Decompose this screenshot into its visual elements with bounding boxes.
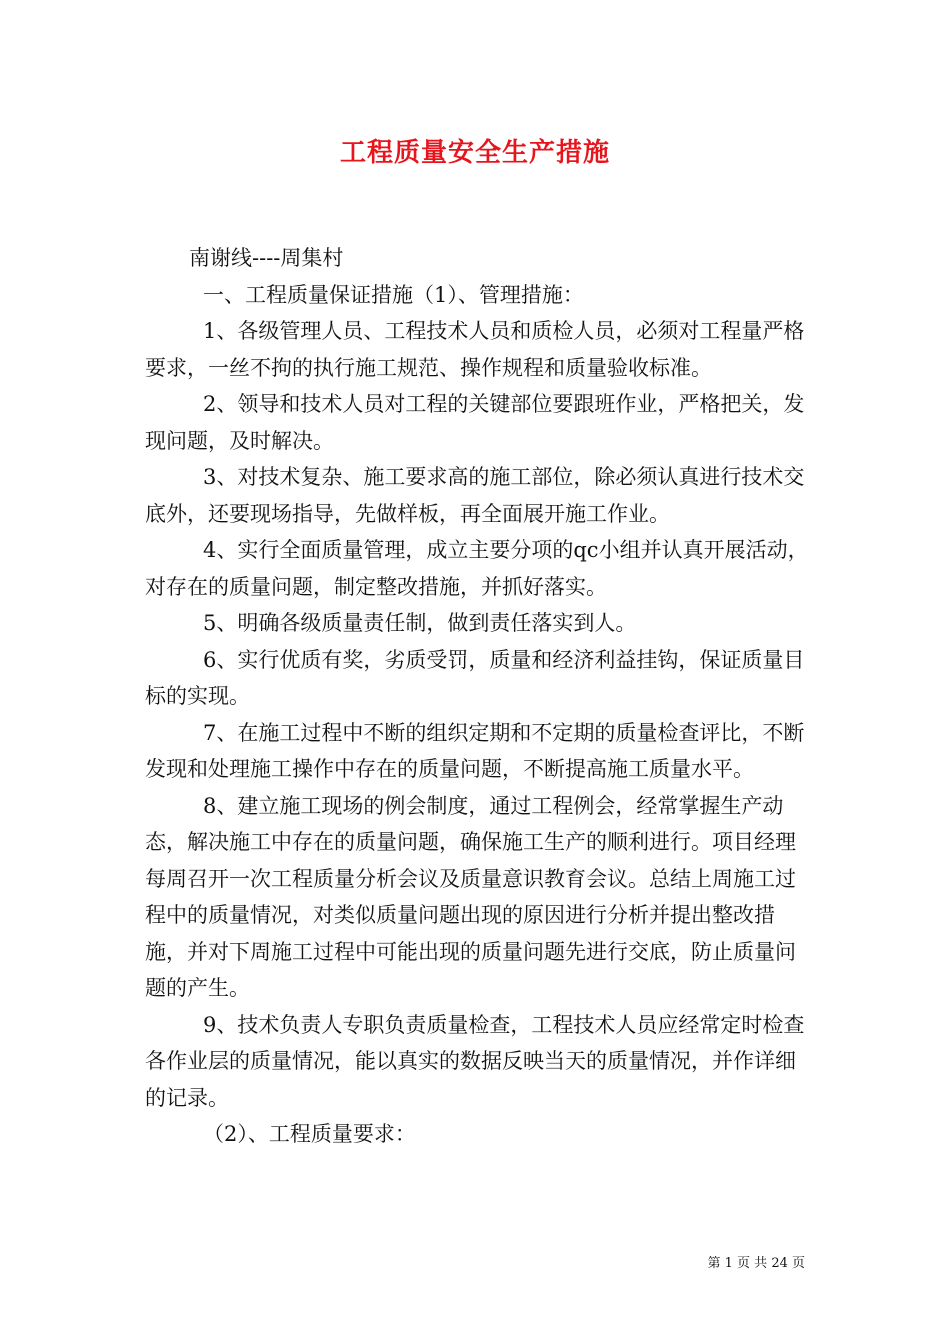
list-item: 6、实行优质有奖，劣质受罚，质量和经济利益挂钩，保证质量目标的实现。 — [145, 647, 805, 708]
list-item: 9、技术负责人专职负责质量检查，工程技术人员应经常定时检查各作业层的质量情况，能以真实的数据反映当天的质量情况，并作详细的记录。 — [145, 1012, 805, 1110]
list-item: 2、领导和技术人员对工程的关键部位要跟班作业，严格把关，发现问题，及时解决。 — [145, 392, 805, 453]
list-item: 4、实行全面质量管理，成立主要分项的qc小组并认真开展活动，对存在的质量问题，制定整改措施，并抓好落实。 — [145, 538, 809, 599]
document-title: 工程质量安全生产措施 — [339, 138, 610, 168]
page-number: 第 1 页 共 24 页 — [707, 1256, 805, 1271]
list-item: 5、明确各级质量责任制，做到责任落实到人。 — [203, 611, 637, 635]
section-heading-2: （2）、工程质量要求： — [203, 1122, 416, 1146]
list-item: 7、在施工过程中不断的组织定期和不定期的质量检查评比，不断发现和处理施工操作中存在的质量问题，不断提高施工质量水平。 — [145, 720, 805, 781]
document-body — [145, 240, 815, 1153]
list-item: 1、各级管理人员、工程技术人员和质检人员，必须对工程量严格要求，一丝不拘的执行施工规范、操作规程和质量验收标准。 — [145, 319, 805, 380]
section-heading-1: 一、工程质量保证措施（1）、管理措施： — [203, 282, 584, 307]
location-line: 南谢线----周集村 — [189, 246, 344, 270]
list-item: 8、建立施工现场的例会制度，通过工程例会，经常掌握生产动态，解决施工中存在的质量问题，确保施工生产的顺利进行。项目经理每周召开一次工程质量分析会议及质量意识教育会议。总结上周施工过程中的质量情况，对类似质量问题出现的原因进行分析并提出整改措施，并对下周施工过程中可能出现的质量问题先进行交底，防止质量问题的产生。 — [145, 793, 796, 1000]
list-item: 3、对技术复杂、施工要求高的施工部位，除必须认真进行技术交底外，还要现场指导，先做样板，再全面展开施工作业。 — [145, 465, 805, 526]
